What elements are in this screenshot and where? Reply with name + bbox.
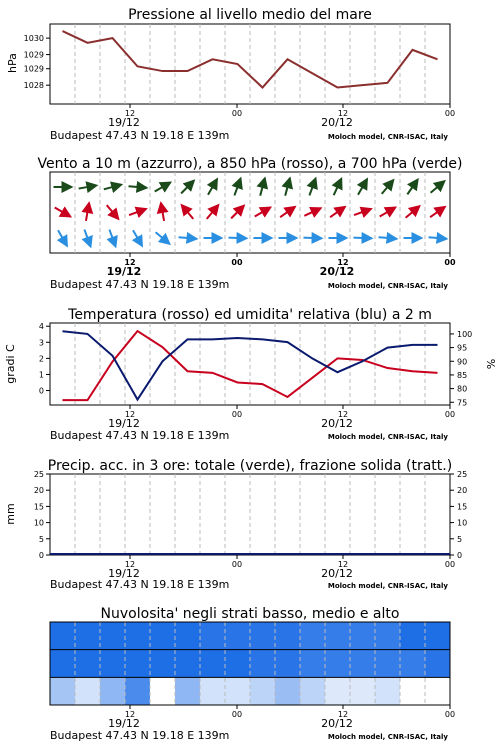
wind-arrow (380, 208, 396, 217)
model-credit: Moloch model, CNR-ISAC, Italy (327, 582, 448, 590)
wind-arrow (234, 179, 240, 196)
cloud-panel (50, 622, 455, 742)
cloud-cell (175, 622, 201, 650)
wind-arrow (155, 183, 171, 192)
wind-arrow (229, 238, 247, 239)
humidity-ytick-label: 95 (457, 343, 468, 353)
model-credit: Moloch model, CNR-ISAC, Italy (327, 433, 448, 441)
wind-arrow (84, 230, 90, 247)
wind-arrow (55, 208, 71, 217)
cloud-cell (375, 677, 401, 705)
wind-title: Vento a 10 m (azzurro), a 850 hPa (rosso), a 700 hPa (verde) (37, 156, 463, 172)
temp-ytick-label: 3 (38, 338, 44, 348)
humidity-ytick-label: 100 (457, 329, 473, 339)
hour-tick-label: 12 (124, 710, 136, 719)
wind-arrow (207, 205, 219, 219)
cloud-cell (300, 650, 326, 678)
precip-ytick-label-right: 0 (457, 551, 463, 560)
pressure-ytick-label: 1028 (23, 81, 44, 91)
location-label: Budapest 47.43 N 19.18 E 139m (50, 578, 230, 591)
hour-tick-label: 12 (124, 560, 136, 569)
wind-arrow (304, 208, 320, 216)
date-label: 20/12 (321, 567, 353, 580)
location-label: Budapest 47.43 N 19.18 E 139m (50, 278, 230, 291)
hour-tick-label: 00 (231, 560, 243, 569)
cloud-cell (75, 677, 101, 705)
wind-arrow (79, 185, 97, 188)
cloud-cell (175, 650, 201, 678)
date-label: 19/12 (108, 417, 140, 430)
hour-tick-label: 00 (231, 710, 243, 719)
cloud-cell (125, 677, 151, 705)
cloud-cell (100, 677, 126, 705)
humidity-ytick-label: 90 (457, 357, 468, 367)
hour-tick-label: 12 (337, 109, 349, 118)
wind-arrow (354, 209, 371, 215)
wind-arrow (358, 179, 367, 195)
wind-arrow (431, 181, 445, 193)
cloud-cell (300, 677, 326, 705)
cloud-cell (425, 677, 451, 705)
cloud-cell (225, 622, 251, 650)
wind-arrow (430, 207, 445, 217)
wind-arrow (304, 238, 322, 239)
cloud-cell (325, 622, 351, 650)
date-label: 19/12 (106, 265, 142, 278)
wind-arrow (179, 237, 197, 239)
cloud-title: Nuvolosita' negli strati basso, medio e alto (100, 606, 400, 622)
cloud-cell (250, 622, 276, 650)
precip-ylabel: mm (4, 503, 17, 525)
cloud-cell (350, 650, 376, 678)
precip-ytick-label-left: 0 (38, 551, 44, 560)
precip-ytick-label-left: 20 (33, 486, 44, 496)
model-credit: Moloch model, CNR-ISAC, Italy (327, 733, 448, 741)
cloud-cell (75, 650, 101, 678)
precip-ytick-label-right: 15 (457, 502, 468, 512)
plot-frame (50, 474, 450, 555)
precip-ytick-label-left: 25 (33, 470, 44, 479)
cloud-cell (200, 677, 226, 705)
precip-ytick-label-left: 5 (38, 534, 44, 544)
hour-tick-label: 12 (337, 710, 349, 719)
wind-arrow (382, 180, 394, 194)
wind-arrow (309, 179, 315, 196)
wind-arrow (260, 178, 265, 195)
cloud-cell (100, 622, 126, 650)
hour-tick-label: 00 (231, 410, 243, 419)
precip-panel (34, 470, 467, 591)
wind-arrow (58, 230, 67, 246)
temp-ytick-label: 4 (38, 322, 44, 332)
wind-arrow (133, 230, 142, 246)
date-label: 20/12 (321, 717, 353, 730)
model-credit: Moloch model, CNR-ISAC, Italy (327, 133, 448, 141)
cloud-cell (350, 622, 376, 650)
humidity-ytick-label: 75 (457, 398, 468, 408)
cloud-cell (275, 650, 301, 678)
precip-ytick-label-left: 15 (33, 502, 44, 512)
cloud-cell (100, 650, 126, 678)
temp-ytick-label: 0 (38, 386, 44, 396)
hour-tick-label: 12 (337, 560, 349, 569)
cloud-cell (50, 650, 76, 678)
wind-arrow (406, 206, 420, 218)
hour-tick-label: 00 (444, 109, 456, 118)
cloud-cell (275, 677, 301, 705)
cloud-cell (350, 677, 376, 705)
wind-arrow (86, 203, 89, 221)
pressure-title: Pressione al livello medio del mare (128, 7, 372, 23)
wind-arrow (429, 237, 447, 239)
hour-tick-label: 12 (337, 258, 349, 267)
wind-arrow (107, 205, 119, 219)
hour-tick-label: 12 (124, 258, 136, 267)
cloud-cell (125, 650, 151, 678)
location-label: Budapest 47.43 N 19.18 E 139m (50, 729, 230, 742)
precip-ytick-label-left: 10 (33, 518, 44, 528)
cloud-cell (400, 650, 426, 678)
hour-tick-label: 00 (231, 258, 243, 267)
temp-ytick-label: 1 (38, 370, 44, 380)
precip-title: Precip. acc. in 3 ore: totale (verde), frazione solida (tratt.) (47, 458, 453, 474)
location-label: Budapest 47.43 N 19.18 E 139m (50, 429, 230, 442)
cloud-cell (375, 622, 401, 650)
cloud-cell (275, 622, 301, 650)
temp-ylabel: gradi C (4, 344, 17, 384)
wind-arrow (354, 238, 372, 239)
cloud-cell (225, 677, 251, 705)
plot-frame (50, 24, 450, 104)
date-label: 19/12 (108, 717, 140, 730)
temp-humidity-panel (39, 322, 472, 442)
date-label: 19/12 (108, 116, 140, 129)
cloud-cell (150, 677, 176, 705)
cloud-cell (175, 677, 201, 705)
cloud-cell (225, 650, 251, 678)
temp-humidity-title: Temperatura (rosso) ed umidita' relativa (blu) a 2 m (68, 307, 432, 323)
wind-arrow (285, 178, 290, 195)
wind-arrow (280, 207, 295, 217)
location-label: Budapest 47.43 N 19.18 E 139m (50, 129, 230, 142)
cloud-cell (50, 677, 76, 705)
hour-tick-label: 00 (231, 109, 243, 118)
precip-ytick-label-right: 10 (457, 518, 468, 528)
wind-arrow (379, 237, 397, 239)
cloud-cell (375, 650, 401, 678)
cloud-cell (325, 650, 351, 678)
hour-tick-label: 00 (444, 258, 456, 267)
humidity-ytick-label: 80 (457, 384, 468, 394)
cloud-cell (250, 650, 276, 678)
pressure-ylabel: hPa (6, 53, 19, 73)
wind-arrow (109, 230, 115, 247)
wind-arrow (182, 205, 194, 219)
pressure-ytick-label: 1029 (23, 64, 44, 74)
hour-tick-label: 12 (124, 109, 136, 118)
cloud-cell (200, 622, 226, 650)
humidity-ytick-label: 85 (457, 370, 468, 380)
wind-arrow (156, 232, 170, 244)
wind-arrow (255, 208, 271, 217)
date-label: 20/12 (321, 417, 353, 430)
cloud-cell (75, 622, 101, 650)
wind-arrow (208, 179, 217, 195)
cloud-cell (150, 650, 176, 678)
cloud-cell (50, 622, 76, 650)
wind-arrow (330, 207, 345, 217)
cloud-cell (400, 677, 426, 705)
hour-tick-label: 00 (444, 410, 456, 419)
wind-arrow (161, 203, 164, 221)
wind-arrow (181, 181, 194, 194)
cloud-cell (325, 677, 351, 705)
cloud-cell (200, 650, 226, 678)
cloud-cell (425, 622, 451, 650)
precip-ytick-label-right: 20 (457, 486, 468, 496)
pressure-ytick-label: 1030 (23, 34, 44, 44)
wind-arrow (104, 185, 121, 190)
hour-tick-label: 00 (444, 710, 456, 719)
wind-arrow (334, 179, 342, 195)
humidity-ylabel: % (484, 358, 497, 370)
cloud-cell (250, 677, 276, 705)
date-label: 19/12 (108, 567, 140, 580)
hour-tick-label: 12 (124, 410, 136, 419)
wind-arrow (407, 180, 417, 195)
wind-arrow (129, 209, 146, 215)
hour-tick-label: 00 (444, 560, 456, 569)
precip-ytick-label-right: 25 (457, 470, 468, 479)
hour-tick-label: 12 (337, 410, 349, 419)
wind-arrow (129, 186, 147, 188)
cloud-cell (400, 622, 426, 650)
cloud-cell (425, 650, 451, 678)
wind-arrow (231, 206, 244, 219)
cloud-cell (150, 622, 176, 650)
pressure-panel (24, 24, 455, 142)
date-label: 20/12 (319, 265, 355, 278)
cloud-cell (300, 622, 326, 650)
cloud-cell (125, 622, 151, 650)
date-label: 20/12 (321, 116, 353, 129)
model-credit: Moloch model, CNR-ISAC, Italy (327, 282, 448, 290)
pressure-ytick-label: 1029 (23, 50, 44, 60)
precip-ytick-label-right: 5 (457, 534, 463, 544)
wind-panel (50, 172, 456, 291)
temp-ytick-label: 2 (38, 354, 44, 364)
